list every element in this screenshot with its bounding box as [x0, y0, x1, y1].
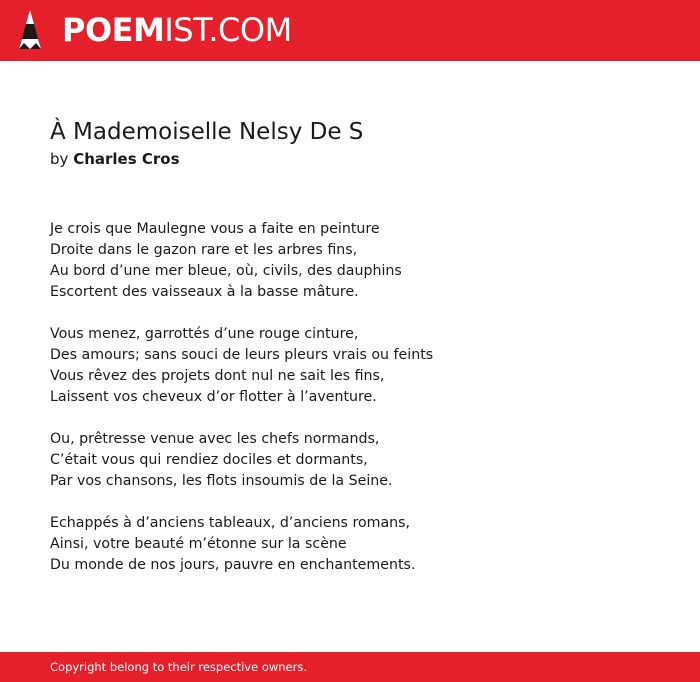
- poem-title: À Mademoiselle Nelsy De S: [50, 119, 364, 145]
- site-header: [0, 0, 700, 61]
- poem-body: [50, 219, 650, 597]
- poem-line: Des amours; sans souci de leurs pleurs vrais ou feints: [50, 347, 434, 363]
- poem-line: Vous menez, garrottés d’une rouge cinture,: [50, 326, 359, 342]
- poem-line: Echappés à d’anciens tableaux, d’anciens romans,: [50, 515, 411, 531]
- poem-byline: [50, 149, 180, 169]
- site-logo-text[interactable]: [62, 9, 292, 51]
- copyright-text: Copyright belong to their respective owners.: [50, 660, 308, 674]
- logo-brand-bold: POEM: [62, 11, 165, 49]
- poem-line: Droite dans le gazon rare et les arbres fins,: [50, 242, 358, 258]
- stanza: [50, 324, 650, 408]
- poem-line: Ou, prêtresse venue avec les chefs normands,: [50, 431, 380, 447]
- logo-brand-light: IST.COM: [164, 11, 292, 49]
- author-name: Charles Cros: [73, 150, 180, 168]
- poem-line: Du monde de nos jours, pauvre en enchantements.: [50, 557, 416, 573]
- poem-line: Au bord d’une mer bleue, où, civils, des dauphins: [50, 263, 402, 279]
- stanza: [50, 219, 650, 303]
- stanza: [50, 429, 650, 492]
- poem-line: Vous rêvez des projets dont nul ne sait les fins,: [50, 368, 385, 384]
- poem-line: Par vos chansons, les flots insoumis de la Seine.: [50, 473, 393, 489]
- pencil-icon[interactable]: [18, 9, 42, 51]
- poem-line: Laissent vos cheveux d’or flotter à l’aventure.: [50, 389, 377, 405]
- stanza: [50, 513, 650, 576]
- poem-line: Je crois que Maulegne vous a faite en peinture: [50, 221, 380, 237]
- site-footer: [0, 652, 700, 682]
- by-label: by: [50, 150, 69, 168]
- poem-line: C’était vous qui rendiez dociles et dormants,: [50, 452, 368, 468]
- poem-line: Ainsi, votre beauté m’étonne sur la scène: [50, 536, 347, 552]
- poem-line: Escortent des vaisseaux à la basse mâture.: [50, 284, 359, 300]
